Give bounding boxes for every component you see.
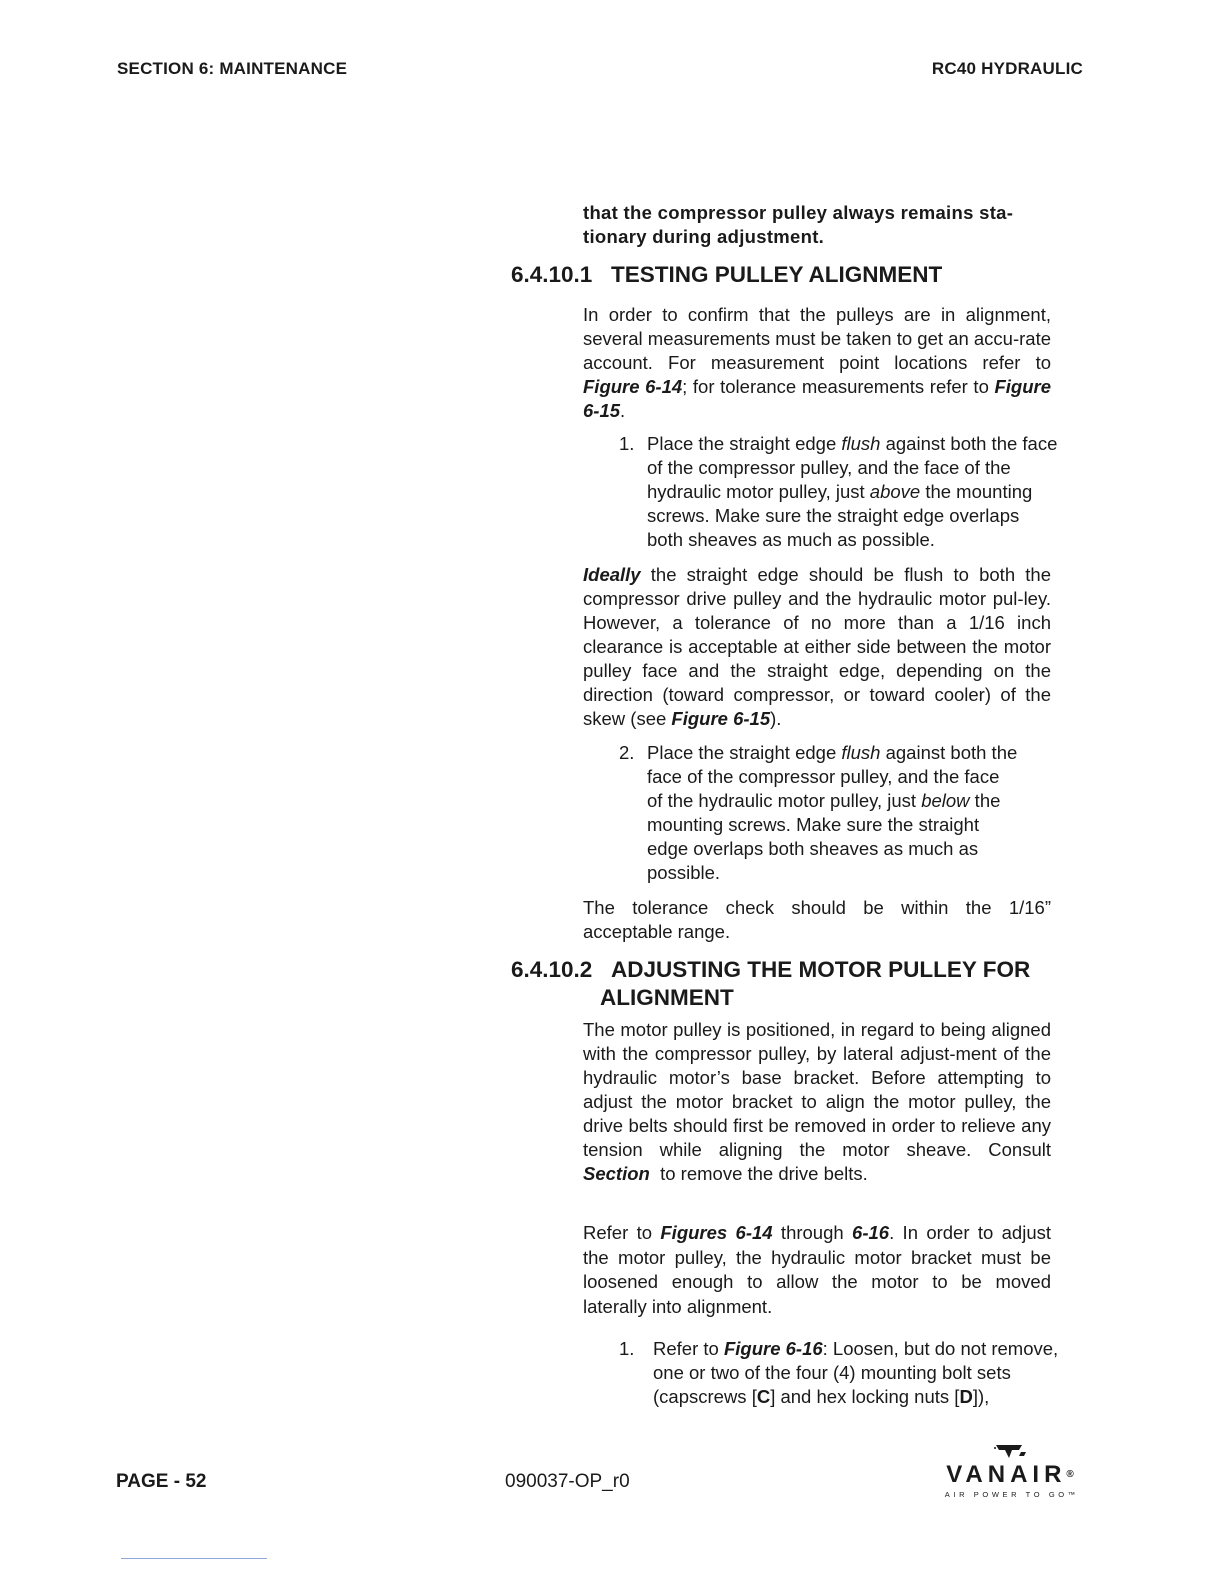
step-number: 1. [619,433,635,454]
brand-name: VANAIR [946,1461,1067,1488]
figure-ref: Figure 6-16 [723,1338,823,1359]
section-ref: Section [583,1163,650,1184]
heading-testing-pulley-alignment [511,261,942,289]
figure-ref: Figure 6-15 [583,376,1051,421]
intro-paragraph: In order to confirm that the pulleys are in alignment, several measurements must be taken to get an accu-rate account. For measurement point locations refer to Figure 6-14; for tolerance measurements refer to Figure 6-15. [583,304,1051,421]
heading-number: 6.4.10.1 [511,262,593,287]
document-number: 090037-OP_r0 [505,1471,630,1492]
figure-ref: Figures 6-14 [660,1222,773,1243]
brand-tagline: AIR POWER TO GO [944,1490,1068,1499]
step-number: 2. [619,742,635,763]
heading-title: ADJUSTING THE MOTOR PULLEY FOR [611,957,1031,982]
step-1-adjusting: 1. Refer to Figure 6-16: Loosen, but do not remove, one or two of the four (4) mounting bolt sets (capscrews [C] and hex locking nuts [D]), [619,1338,1059,1407]
logo-mark-icon [992,1442,1028,1460]
ideally-paragraph: Ideally the straight edge should be flush to both the compressor drive pulley and the hydraulic motor pul-ley. However, a tolerance of no more than a 1/16 inch clearance is acceptable at either side between the motor pulley face and the straight edge, depending on the direction (toward compressor, or toward cooler) of the skew (see Figure 6-15). [583,564,1051,729]
trademark-mark: ™ [1067,1490,1076,1499]
registered-mark: ® [1066,1469,1074,1480]
step-number: 1. [619,1338,635,1359]
figure-ref: 6-16 [852,1222,890,1243]
vanair-logo [940,1442,1080,1499]
header-product: RC40 HYDRAULIC [931,59,1083,78]
step-2-testing: 2. Place the straight edge flush against both the face of the compressor pulley, and the face of the hydraulic motor pulley, just below the mounting screws. Make sure the straight edge overlaps both sheaves as much as possible. [619,742,1018,883]
footer-rule [121,1558,267,1559]
figure-ref: Figure 6-14 [583,376,683,397]
page-number: PAGE - 52 [116,1471,207,1492]
heading-adjusting-motor-pulley [511,956,1071,1012]
lead-paragraph: that the compressor pulley always remains sta-tionary during adjustment. [583,202,1014,247]
refer-paragraph: Refer to Figures 6-14 through 6-16. In order to adjust the motor pulley, the hydraulic motor bracket must be loosened enough to allow the motor to be moved laterally into alignment. [583,1222,1052,1317]
step-1-testing: 1. Place the straight edge flush against both the face of the compressor pulley, and the face of the hydraulic motor pulley, just above the mounting screws. Make sure the straight edge overlaps both sheaves as much as possible. [619,433,1058,550]
heading-title-continued: ALIGNMENT [600,985,734,1010]
tolerance-paragraph: The tolerance check should be within the 1/16” acceptable range. [583,897,1051,942]
figure-ref: Figure 6-15 [671,708,771,729]
motor-pulley-paragraph: The motor pulley is positioned, in regard to being aligned with the compressor pulley, by lateral adjust-ment of the hydraulic motor’s base bracket. Before attempting to adjust the motor bracket to align the motor pulley, the drive belts should first be removed in order to relieve any tension while aligning the motor sheave. Consult Section to remove the drive belts. [583,1019,1051,1184]
header-section: SECTION 6: MAINTENANCE [117,59,348,78]
heading-number: 6.4.10.2 [511,957,593,982]
heading-title: TESTING PULLEY ALIGNMENT [611,262,943,287]
